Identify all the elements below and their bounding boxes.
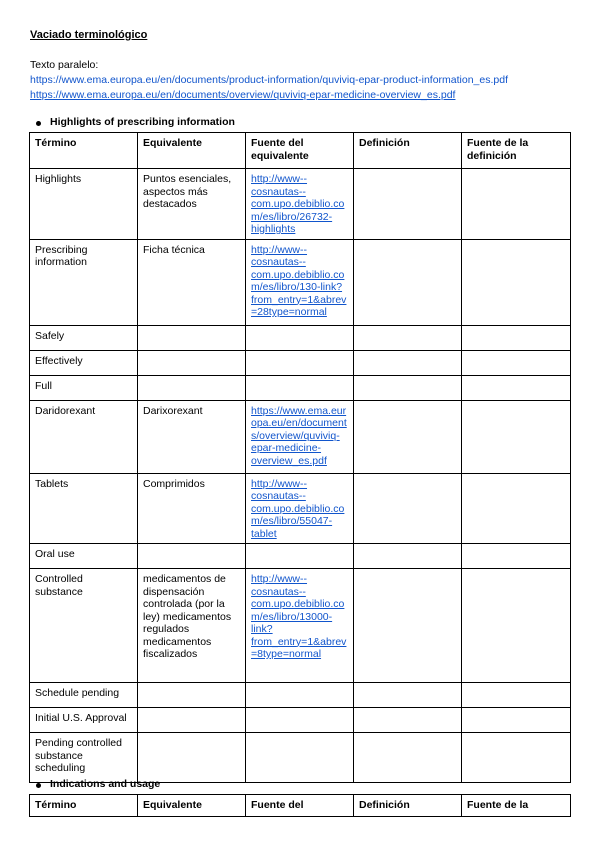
cell-source: [246, 400, 354, 473]
table-row: [30, 544, 571, 569]
cell-definition: [354, 169, 462, 240]
cell-definition: [354, 400, 462, 473]
table-row: [30, 473, 571, 544]
cell-definition: [354, 569, 462, 683]
cell-equivalent: [138, 544, 246, 569]
table-row: [30, 350, 571, 375]
cell-equivalent: Ficha técnica: [138, 239, 246, 325]
table-row: [30, 375, 571, 400]
cell-definition: [354, 733, 462, 783]
cell-source: [246, 708, 354, 733]
cell-equivalent: [138, 325, 246, 350]
cell-equivalent: [138, 733, 246, 783]
table-row: [30, 733, 571, 783]
section-heading-text: Highlights of prescribing information: [50, 116, 235, 128]
cell-definition-source: [462, 375, 571, 400]
section-heading-indications: [50, 778, 160, 790]
bullet-icon: [36, 121, 41, 126]
terminology-table-highlights: [29, 132, 571, 783]
section-heading-highlights: [50, 116, 235, 128]
cell-equivalent: [138, 375, 246, 400]
cell-definition-source: [462, 239, 571, 325]
table-row: [30, 239, 571, 325]
table-row: [30, 325, 571, 350]
section-heading-text: Indications and usage: [50, 778, 161, 790]
column-header-definition: Definición: [354, 133, 462, 169]
cell-definition: [354, 708, 462, 733]
column-header-equivalent: Equivalente: [138, 795, 246, 817]
cell-equivalent: [138, 708, 246, 733]
cell-definition: [354, 544, 462, 569]
cell-source: [246, 544, 354, 569]
cell-term: Effectively: [30, 350, 138, 375]
column-header-term: Término: [30, 795, 138, 817]
cell-definition: [354, 239, 462, 325]
column-header-equivalent-source: Fuente del equivalente: [246, 133, 354, 169]
cell-source: [246, 733, 354, 783]
cell-equivalent: Darixorexant: [138, 400, 246, 473]
cell-equivalent: [138, 683, 246, 708]
cell-term: Highlights: [30, 169, 138, 240]
source-link[interactable]: http://www--cosnautas--com.upo.debiblio.com/es/libro/26732-highlights: [251, 173, 345, 235]
table-row: [30, 683, 571, 708]
cell-source: [246, 239, 354, 325]
cell-term: Daridorexant: [30, 400, 138, 473]
cell-definition-source: [462, 400, 571, 473]
cell-definition: [354, 350, 462, 375]
cell-equivalent: Comprimidos: [138, 473, 246, 544]
terminology-table-indications: [29, 794, 571, 817]
cell-source: [246, 350, 354, 375]
cell-term: Oral use: [30, 544, 138, 569]
cell-term: Pending controlled substance scheduling: [30, 733, 138, 783]
column-header-definition: Definición: [354, 795, 462, 817]
table-row: [30, 400, 571, 473]
parallel-text-block: [30, 58, 508, 103]
cell-term: Controlled substance: [30, 569, 138, 683]
cell-source: [246, 569, 354, 683]
parallel-text-label: Texto paralelo:: [30, 59, 99, 71]
cell-source: [246, 473, 354, 544]
cell-term: Full: [30, 375, 138, 400]
bullet-icon: [36, 783, 41, 788]
cell-source: [246, 375, 354, 400]
cell-term: Schedule pending: [30, 683, 138, 708]
cell-definition-source: [462, 325, 571, 350]
cell-definition-source: [462, 569, 571, 683]
cell-term: Initial U.S. Approval: [30, 708, 138, 733]
cell-term: Safely: [30, 325, 138, 350]
column-header-term: Término: [30, 133, 138, 169]
cell-definition-source: [462, 708, 571, 733]
cell-term: Tablets: [30, 473, 138, 544]
cell-definition-source: [462, 169, 571, 240]
cell-source: [246, 683, 354, 708]
cell-definition-source: [462, 733, 571, 783]
cell-definition: [354, 473, 462, 544]
table-header-row: [30, 795, 571, 817]
cell-equivalent: Puntos esenciales, aspectos más destacados: [138, 169, 246, 240]
cell-definition-source: [462, 544, 571, 569]
table-row: [30, 708, 571, 733]
document-title: Vaciado terminológico: [30, 29, 148, 41]
column-header-equivalent-source: Fuente del: [246, 795, 354, 817]
cell-term: Prescribing information: [30, 239, 138, 325]
table-header-row: [30, 133, 571, 169]
cell-definition-source: [462, 473, 571, 544]
column-header-definition-source: Fuente de la definición: [462, 133, 571, 169]
parallel-link-medicine-overview[interactable]: https://www.ema.europa.eu/en/documents/overview/quviviq-epar-medicine-overview_es.pdf: [30, 89, 456, 101]
cell-source: [246, 325, 354, 350]
cell-equivalent: [138, 350, 246, 375]
table-row: [30, 169, 571, 240]
cell-definition: [354, 375, 462, 400]
parallel-link-product-information[interactable]: https://www.ema.europa.eu/en/documents/product-information/quviviq-epar-product-information_es.pdf: [30, 74, 509, 86]
cell-definition-source: [462, 350, 571, 375]
source-link[interactable]: http://www--cosnautas--com.upo.debiblio.com/es/libro/55047-tablet: [251, 477, 345, 540]
table-row: [30, 569, 571, 683]
column-header-definition-source: Fuente de la: [462, 795, 571, 817]
column-header-equivalent: Equivalente: [138, 133, 246, 169]
source-link[interactable]: http://www--cosnautas--com.upo.debiblio.com/es/libro/130-link?from_entry=1&abrev=28type=normal: [251, 243, 347, 318]
cell-definition: [354, 683, 462, 708]
source-link[interactable]: https://www.ema.europa.eu/en/documents/overview/quviviq-epar-medicine-overview_es.pdf: [251, 404, 347, 467]
source-link[interactable]: http://www--cosnautas--com.upo.debiblio.com/es/libro/13000-link?from_entry=1&abrev=8type=normal: [251, 573, 347, 660]
cell-definition: [354, 325, 462, 350]
cell-equivalent: medicamentos de dispensación controlada (por la ley) medicamentos regulados medicamentos fiscalizados: [138, 569, 246, 683]
cell-definition-source: [462, 683, 571, 708]
cell-source: [246, 169, 354, 240]
